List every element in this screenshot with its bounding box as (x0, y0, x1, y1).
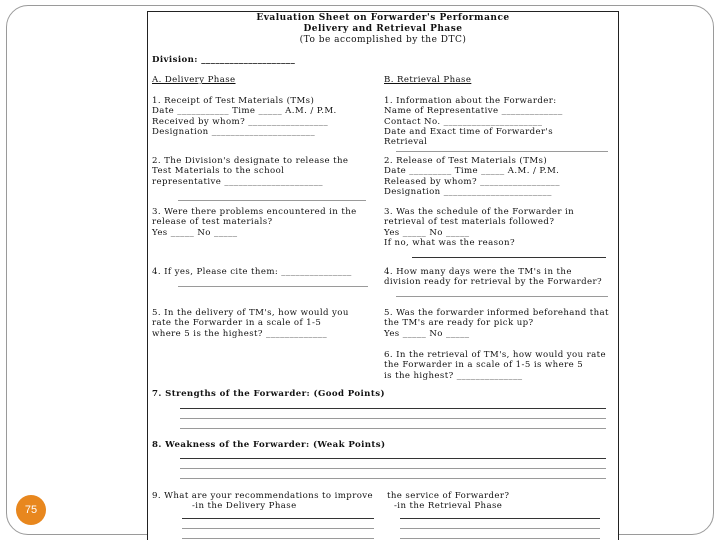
q9-delivery-phase: -in the Delivery Phase (192, 501, 297, 511)
answer-line (180, 478, 606, 479)
b-q5 (384, 308, 609, 339)
a-q1-line: Received by whom? _________________ (152, 116, 329, 127)
answer-line (180, 458, 606, 459)
b-q4-line: division ready for retrieval by the Forwarder? (384, 277, 603, 288)
b-q5-line: the TM's are ready for pick up? (384, 318, 534, 329)
b-q2 (384, 156, 560, 197)
b-q1-line: 1. Information about the Forwarder: (384, 96, 557, 106)
answer-line (400, 518, 600, 519)
b-q3-line: retrieval of test materials followed? (384, 217, 555, 228)
a-q5-line: rate the Forwarder in a scale of 1-5 (152, 318, 322, 329)
q9-continuation: the service of Forwarder? (387, 491, 510, 501)
a-q1-line: 1. Receipt of Test Materials (TMs) (152, 96, 315, 106)
q9-recommendations: 9. What are your recommendations to improve (152, 491, 374, 501)
b-q4-line: 4. How many days were the TM's in the (384, 267, 572, 277)
answer-line (178, 286, 368, 287)
b-q2-line: Date _________ Time _____ A.M. / P.M. (384, 166, 560, 177)
a-q4-line: 4. If yes, Please cite them: _______________ (152, 267, 352, 277)
a-q2-line: representative _____________________ (152, 176, 324, 187)
a-q2 (152, 156, 348, 187)
b-q6-line: 6. In the retrieval of TM's, how would you rate (384, 350, 607, 360)
answer-line (182, 518, 374, 519)
b-q1-line: Date and Exact time of Forwarder's (384, 126, 554, 137)
b-q6-line: is the highest? ______________ (384, 370, 523, 381)
b-q3-line: 3. Was the schedule of the Forwarder in (384, 207, 575, 217)
section-b-label: B. Retrieval Phase (384, 75, 472, 85)
section-b-heading (384, 75, 471, 85)
b-q3-line: If no, what was the reason? (384, 237, 515, 248)
b-q5-line: Yes _____ No _____ (384, 328, 470, 339)
a-q5-line: 5. In the delivery of TM's, how would you (152, 308, 349, 318)
b-q1-line: Name of Representative _____________ (384, 106, 563, 117)
a-q3-line: Yes _____ No _____ (152, 227, 238, 238)
a-q1-line: Date ___________ Time _____ A.M. / P.M. (152, 106, 337, 117)
b-q3 (384, 207, 574, 248)
section-a-label: A. Delivery Phase (152, 75, 236, 85)
answer-line (182, 528, 374, 529)
sheet-subtitle: Delivery and Retrieval Phase (303, 24, 463, 34)
answer-line (396, 151, 608, 152)
a-q1 (152, 96, 337, 137)
q9-retrieval-phase: -in the Retrieval Phase (394, 501, 503, 511)
a-q3 (152, 207, 357, 238)
sheet-instruction: (To be accomplished by the DTC) (299, 35, 467, 45)
a-q1-line: Designation ______________________ (152, 126, 316, 137)
evaluation-sheet (147, 11, 619, 540)
b-q2-line: Designation _______________________ (384, 186, 552, 197)
a-q3-line: release of test materials? (152, 217, 273, 228)
a-q2-line: Test Materials to the school (152, 166, 285, 177)
b-q1 (384, 96, 563, 147)
answer-line (180, 408, 606, 409)
section-a-heading (152, 75, 236, 85)
a-q4 (152, 267, 352, 277)
q7-strengths: 7. Strengths of the Forwarder: (Good Points) (152, 389, 385, 399)
b-q1-line: Contact No. _____________________ (384, 116, 543, 127)
answer-line (180, 428, 606, 429)
b-q3-line: Yes _____ No _____ (384, 227, 470, 238)
b-q2-line: Released by whom? _________________ (384, 176, 560, 187)
b-q6-line: the Forwarder in a scale of 1-5 is where 5 (384, 360, 584, 371)
answer-line (400, 538, 600, 539)
b-q1-line: Retrieval (384, 137, 428, 148)
q8-weakness: 8. Weakness of the Forwarder: (Weak Points) (152, 440, 386, 450)
a-q2-line: 2. The Division's designate to release the (152, 156, 349, 166)
b-q5-line: 5. Was the forwarder informed beforehand that (384, 308, 609, 318)
answer-line (180, 418, 606, 419)
answer-line (178, 200, 366, 201)
page-number-badge: 75 (16, 495, 46, 525)
answer-line (396, 296, 608, 297)
division-field: Division: ____________________ (152, 55, 296, 65)
answer-line (182, 538, 374, 539)
b-q2-line: 2. Release of Test Materials (TMs) (384, 156, 548, 166)
a-q5 (152, 308, 349, 339)
sheet-title: Evaluation Sheet on Forwarder's Performance (256, 13, 510, 23)
a-q3-line: 3. Were there problems encountered in the (152, 207, 357, 217)
answer-line (400, 528, 600, 529)
b-q4 (384, 267, 602, 288)
a-q5-line: where 5 is the highest? _____________ (152, 328, 328, 339)
answer-line (180, 468, 606, 469)
answer-line (412, 257, 606, 258)
b-q6 (384, 350, 606, 381)
